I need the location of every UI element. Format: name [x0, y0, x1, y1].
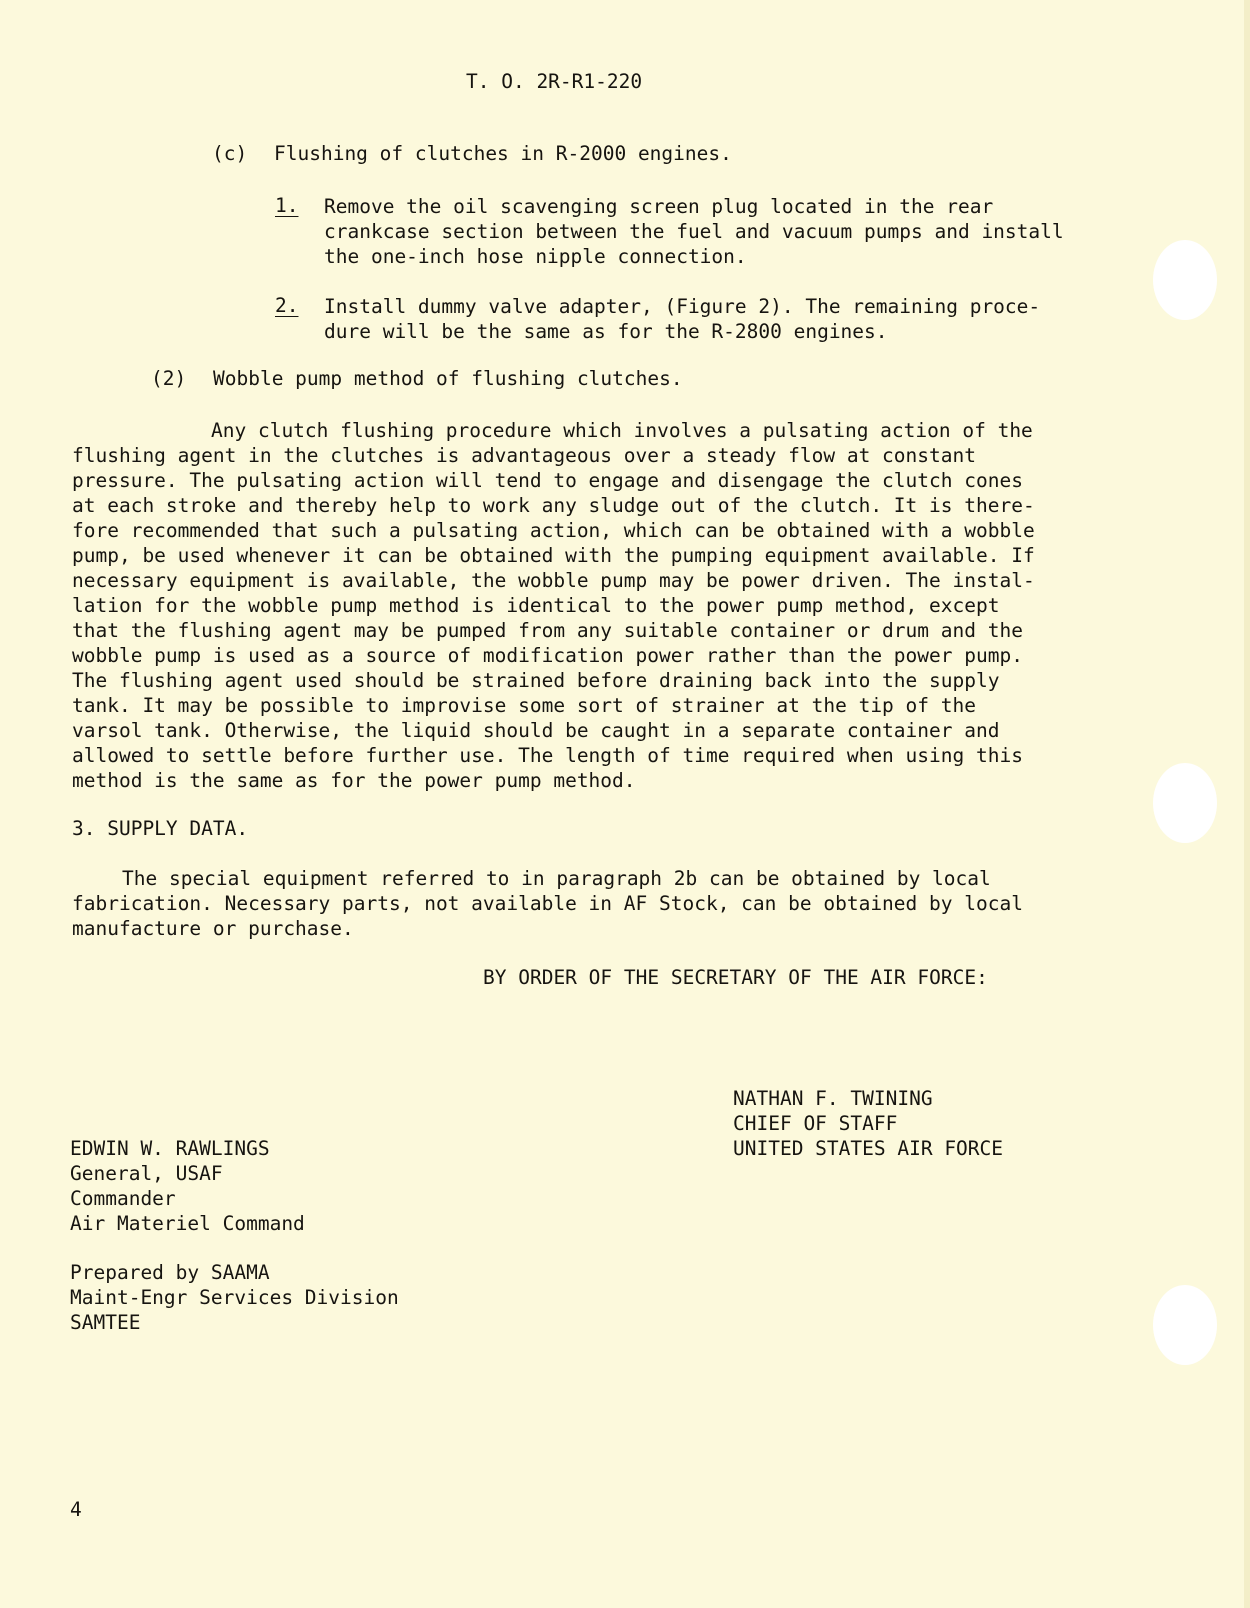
paragraph-line: necessary equipment is available, the wobble pump may be power driven. The instal- — [72, 569, 1035, 592]
paragraph-line: tank. It may be possible to improvise some sort of strainer at the tip of the — [72, 694, 976, 717]
signature-twining-line: NATHAN F. TWINING — [733, 1087, 933, 1110]
order-line: BY ORDER OF THE SECRETARY OF THE AIR FORCE: — [483, 966, 988, 989]
paragraph-line: varsol tank. Otherwise, the liquid should be caught in a separate container and — [72, 719, 1000, 742]
section-2-label: (2) — [151, 367, 187, 390]
paragraph-line: at each stroke and thereby help to work any sludge out of the clutch. It is there- — [72, 494, 1035, 517]
document-number: T. O. 2R-R1-220 — [466, 70, 643, 93]
paragraph-line: pressure. The pulsating action will tend to engage and disengage the clutch cones — [72, 469, 1023, 492]
signature-twining-line: CHIEF OF STAFF — [733, 1112, 898, 1135]
section-2-title: Wobble pump method of flushing clutches. — [213, 367, 683, 390]
step-2-line: dure will be the same as for the R-2800 engines. — [324, 320, 888, 343]
supply-line: The special equipment referred to in paragraph 2b can be obtained by local — [122, 867, 991, 890]
step-2-number: 2. — [275, 294, 299, 317]
paragraph-line: that the flushing agent may be pumped from any suitable container or drum and the — [72, 619, 1023, 642]
paragraph-line: wobble pump is used as a source of modification power rather than the power pump. — [72, 644, 1023, 667]
prepared-by-line: SAMTEE — [70, 1311, 141, 1334]
step-1-number: 1. — [275, 194, 299, 217]
punch-hole — [1153, 240, 1217, 320]
paragraph-line: allowed to settle before further use. The length of time required when using this — [72, 744, 1023, 767]
supply-line: fabrication. Necessary parts, not available in AF Stock, can be obtained by local — [72, 892, 1023, 915]
paragraph-line: pump, be used whenever it can be obtained with the pumping equipment available. If — [72, 544, 1035, 567]
paragraph-line: Any clutch flushing procedure which involves a pulsating action of the — [211, 419, 1033, 442]
punch-hole — [1153, 763, 1217, 843]
paragraph-line: fore recommended that such a pulsating action, which can be obtained with a wobble — [72, 519, 1035, 542]
paragraph-line: lation for the wobble pump method is identical to the power pump method, except — [72, 594, 1000, 617]
signature-rawlings-line: Air Materiel Command — [70, 1212, 305, 1235]
step-2-line: Install dummy valve adapter, (Figure 2). The remaining proce- — [324, 295, 1041, 318]
supply-data-heading: 3. SUPPLY DATA. — [72, 817, 249, 840]
signature-rawlings-line: General, USAF — [70, 1162, 223, 1185]
paragraph-line: flushing agent in the clutches is advantageous over a steady flow at constant — [72, 444, 976, 467]
supply-line: manufacture or purchase. — [72, 917, 354, 940]
signature-rawlings-line: EDWIN W. RAWLINGS — [70, 1137, 270, 1160]
step-1-line: crankcase section between the fuel and vacuum pumps and install — [324, 220, 1064, 243]
punch-hole — [1153, 1285, 1217, 1365]
subsection-c-title: Flushing of clutches in R-2000 engines. — [274, 142, 732, 165]
step-1-line: Remove the oil scavenging screen plug located in the rear — [324, 195, 994, 218]
step-1-line: the one-inch hose nipple connection. — [324, 245, 747, 268]
prepared-by-line: Prepared by SAAMA — [70, 1261, 270, 1284]
paragraph-line: method is the same as for the power pump method. — [72, 769, 636, 792]
paragraph-line: The flushing agent used should be strained before draining back into the supply — [72, 669, 1000, 692]
signature-twining-line: UNITED STATES AIR FORCE — [733, 1137, 1004, 1160]
subsection-c-label: (c) — [212, 142, 248, 165]
signature-rawlings-line: Commander — [70, 1187, 176, 1210]
page-number: 4 — [70, 1498, 82, 1521]
prepared-by-line: Maint-Engr Services Division — [70, 1286, 399, 1309]
